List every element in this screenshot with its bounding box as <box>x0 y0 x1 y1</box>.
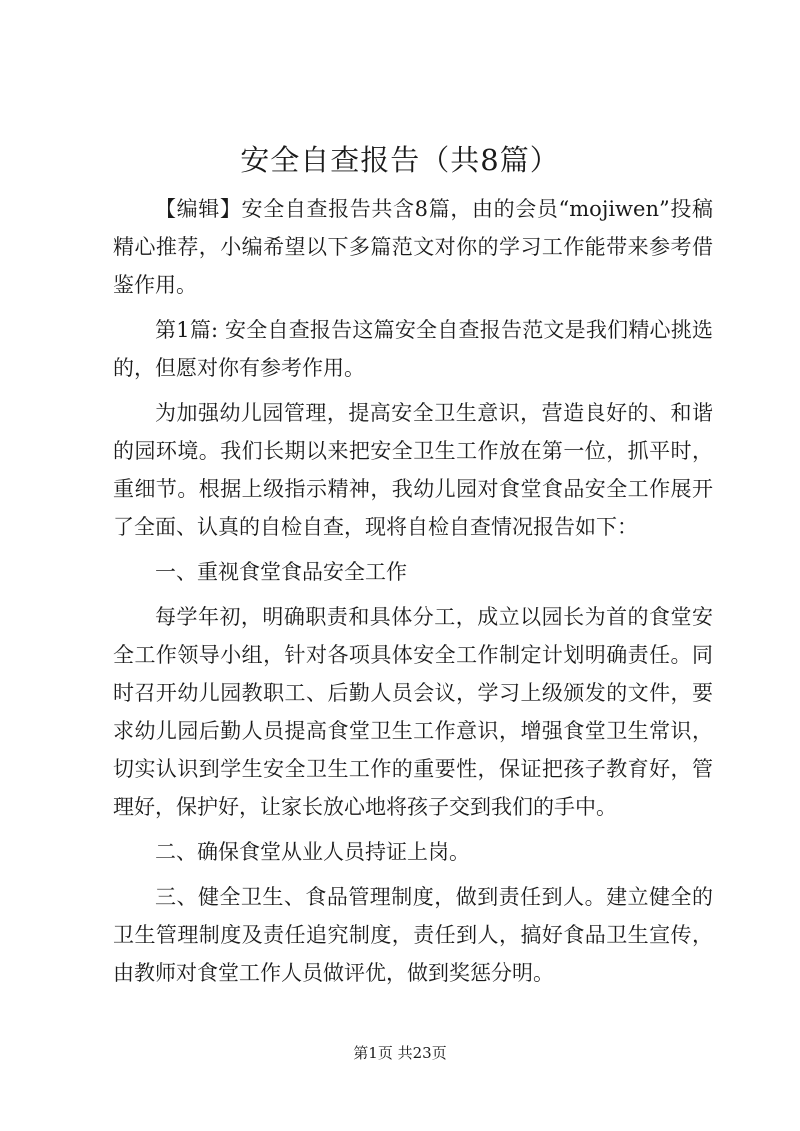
paragraph-background: 为加强幼儿园管理，提高安全卫生意识，营造良好的、和谐的园环境。我们长期以来把安全卫生工作放在第一位，抓平时，重细节。根据上级指示精神，我幼儿园对食堂食品安全工作展开了全面、认真的自检自查，现将自检自查情况报告如下： <box>113 401 713 539</box>
paragraph-section-1: 每学年初，明确职责和具体分工，成立以园长为首的食堂安全工作领导小组，针对各项具体安全工作制定计划明确责任。同时召开幼儿园教职工、后勤人员会议，学习上级颁发的文件，要求幼儿园后勤人员提高食堂卫生工作意识，增强食堂卫生常识，切实认识到学生安全卫生工作的重要性，保证把孩子教育好，管理好，保护好，让家长放心地将孩子交到我们的手中。 <box>113 605 713 819</box>
section-heading-1: 一、重视食堂食品安全工作 <box>155 560 407 584</box>
paragraph-part-1-heading: 第1篇: 安全自查报告这篇安全自查报告范文是我们精心挑选的，但愿对你有参考作用。 <box>113 318 713 380</box>
section-heading-2: 二、确保食堂从业人员持证上岗。 <box>155 840 470 864</box>
document-title: 安全自查报告（共8篇） <box>240 143 560 177</box>
paragraph-section-3: 三、健全卫生、食品管理制度，做到责任到人。建立健全的卫生管理制度及责任追究制度，责任到人，搞好食品卫生宣传，由教师对食堂工作人员做评优，做到奖惩分明。 <box>113 885 713 985</box>
document-body <box>113 190 713 992</box>
paragraph-intro: 【编辑】安全自查报告共含8篇，由的会员“mojiwen”投稿精心推荐，小编希望以下多篇范文对你的学习工作能带来参考借鉴作用。 <box>113 197 713 297</box>
page-number-footer: 第1页 共23页 <box>353 1044 447 1062</box>
